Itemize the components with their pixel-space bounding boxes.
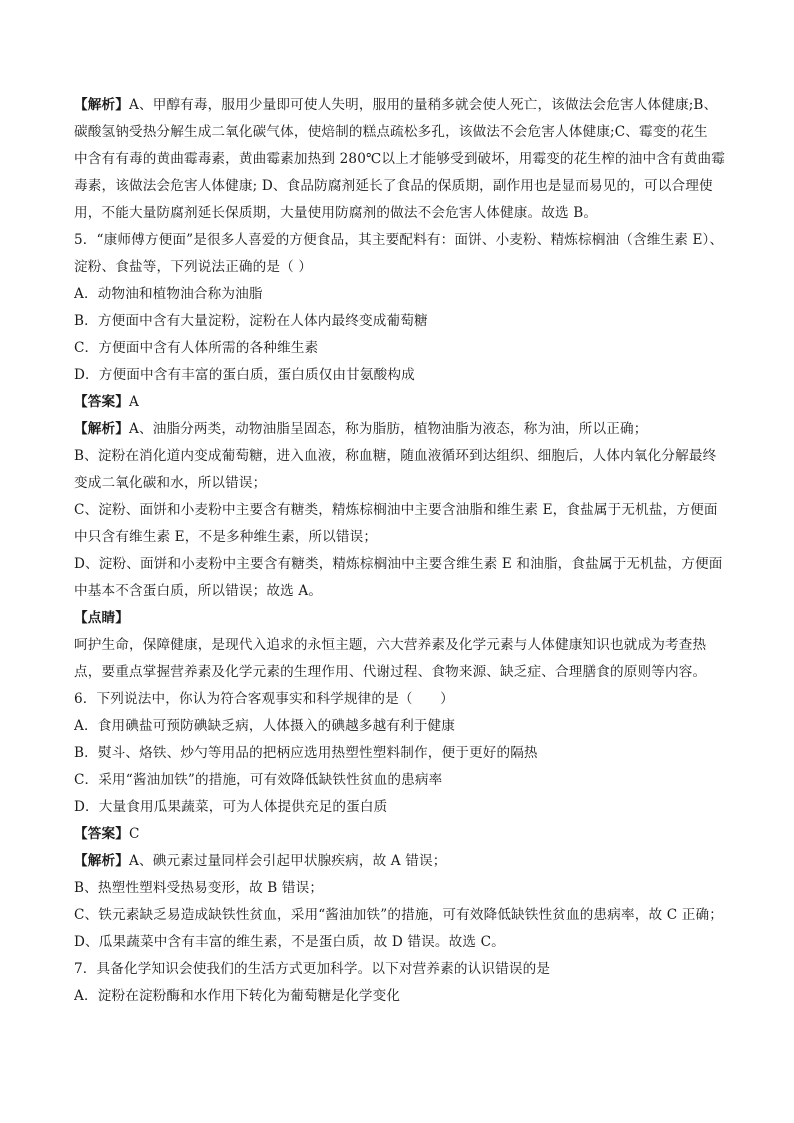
text-line [74, 308, 754, 335]
line-text: C [128, 826, 140, 842]
text-line [74, 335, 754, 362]
line-text: B．熨斗、烙铁、炒勺等用品的把柄应选用热塑性塑料制作，便于更好的隔热 [74, 745, 538, 761]
text-line [74, 92, 754, 119]
line-text: 变成二氧化碳和水，所以错误； [74, 475, 267, 491]
text-line [74, 875, 754, 902]
line-text: A．食用碘盐可预防碘缺乏病，人体摄入的碘越多越有利于健康 [74, 718, 456, 734]
text-line [74, 254, 754, 281]
line-text: B、热塑性塑料受热易变形，故 B 错误； [74, 880, 324, 896]
text-line [74, 443, 754, 470]
line-text: C．采用“酱油加铁”的措施，可有效降低缺铁性贫血的患病率 [74, 772, 443, 788]
text-line [74, 524, 754, 551]
line-text: C、淀粉、面饼和小麦粉中主要含有糖类，精炼棕榈油中主要含油脂和维生素 E，食盐属于无机盐，方便面 [74, 502, 718, 518]
text-line [74, 821, 754, 848]
line-text: 中基本不含蛋白质，所以错误；故选 A。 [74, 583, 323, 599]
section-tag: 【解析】 [74, 97, 129, 113]
text-line [74, 227, 754, 254]
line-text: 点，要重点掌握营养素及化学元素的生理作用、代谢过程、食物来源、缺乏症、合理膳食的原则等内容。 [74, 664, 707, 680]
text-line [74, 956, 754, 983]
line-text: A．淀粉在淀粉酶和水作用下转化为葡萄糖是化学变化 [74, 988, 401, 1004]
line-text: 中只含有维生素 E，不是多种维生素，所以错误； [74, 529, 378, 545]
line-text: 毒素，该做法会危害人体健康; D、食品防腐剂延长了食品的保质期，副作用也是显而易见的，可以合理使 [74, 178, 713, 194]
text-line [74, 659, 754, 686]
text-line [74, 362, 754, 389]
line-text: B．方便面中含有大量淀粉，淀粉在人体内最终变成葡萄糖 [74, 313, 428, 329]
line-text: C．方便面中含有人体所需的各种维生素 [74, 340, 319, 356]
text-line [74, 929, 754, 956]
text-line [74, 119, 754, 146]
text-line [74, 146, 754, 173]
text-line [74, 686, 754, 713]
section-tag: 【解析】 [74, 421, 129, 437]
section-tag: 【答案】 [74, 826, 129, 842]
text-line [74, 605, 754, 632]
text-line [74, 632, 754, 659]
text-line [74, 794, 754, 821]
line-text: 中含有有毒的黄曲霉毒素，黄曲霉素加热到 280℃以上才能够受到破坏，用霉变的花生榨的油中含有黄曲霉 [74, 151, 725, 167]
line-text: A、油脂分两类，动物油脂呈固态，称为脂肪，植物油脂为液态，称为油，所以正确； [128, 421, 648, 437]
line-text: D．大量食用瓜果蔬菜，可为人体提供充足的蛋白质 [74, 799, 388, 815]
line-text: A [128, 394, 139, 410]
text-line [74, 389, 754, 416]
text-line [74, 551, 754, 578]
line-text: B、淀粉在消化道内变成葡萄糖，进入血液，称血糖，随血液循环到达组织、细胞后，人体内氧化分解最终 [74, 448, 717, 464]
text-line [74, 578, 754, 605]
text-line [74, 200, 754, 227]
line-text: A、碘元素过量同样会引起甲状腺疾病，故 A 错误； [128, 853, 447, 869]
text-line [74, 848, 754, 875]
text-line [74, 173, 754, 200]
text-line [74, 767, 754, 794]
text-line [74, 713, 754, 740]
line-text: A、甲醇有毒，服用少量即可使人失明，服用的量稍多就会使人死亡，该做法会危害人体健康;B、 [128, 97, 718, 113]
text-line [74, 740, 754, 767]
line-text: 淀粉、食盐等，下列说法正确的是（ ） [74, 259, 313, 275]
line-text: 碳酸氢钠受热分解生成二氧化碳气体，使焙制的糕点疏松多孔，该做法不会危害人体健康;C、霉变的花生 [74, 124, 708, 140]
line-text: A．动物油和植物油合称为油脂 [74, 286, 263, 302]
text-line [74, 497, 754, 524]
line-text: 用，不能大量防腐剂延长保质期，大量使用防腐剂的做法不会危害人体健康。故选 B。 [74, 205, 598, 221]
section-tag: 【解析】 [74, 853, 129, 869]
text-line [74, 902, 754, 929]
line-text: D、瓜果蔬菜中含有丰富的维生素，不是蛋白质，故 D 错误。故选 C。 [74, 934, 505, 950]
line-text: 呵护生命，保障健康，是现代入追求的永恒主题，六大营养素及化学元素与人体健康知识也就成为考查热 [74, 637, 707, 653]
line-text: C、铁元素缺乏易造成缺铁性贫血，采用“酱油加铁”的措施，可有效降低缺铁性贫血的患病率，故 C 正确； [74, 907, 723, 923]
section-tag: 【点睛】 [74, 610, 129, 626]
line-text: 5．“康师傅方便面”是很多人喜爱的方便食品，其主要配料有：面饼、小麦粉、精炼棕榈油（含维生素 E）、 [74, 232, 724, 248]
text-line [74, 416, 754, 443]
line-text: 6．下列说法中，你认为符合客观事实和科学规律的是（ ） [74, 691, 454, 707]
line-text: 7．具备化学知识会使我们的生活方式更加科学。以下对营养素的认识错误的是 [74, 961, 551, 977]
text-line [74, 281, 754, 308]
line-text: D、淀粉、面饼和小麦粉中主要含有糖类，精炼棕榈油中主要含维生素 E 和油脂，食盐属于无机盐，方便面 [74, 556, 723, 572]
text-line [74, 470, 754, 497]
line-text: D．方便面中含有丰富的蛋白质，蛋白质仅由甘氨酸构成 [74, 367, 415, 383]
section-tag: 【答案】 [74, 394, 129, 410]
text-line [74, 983, 754, 1010]
